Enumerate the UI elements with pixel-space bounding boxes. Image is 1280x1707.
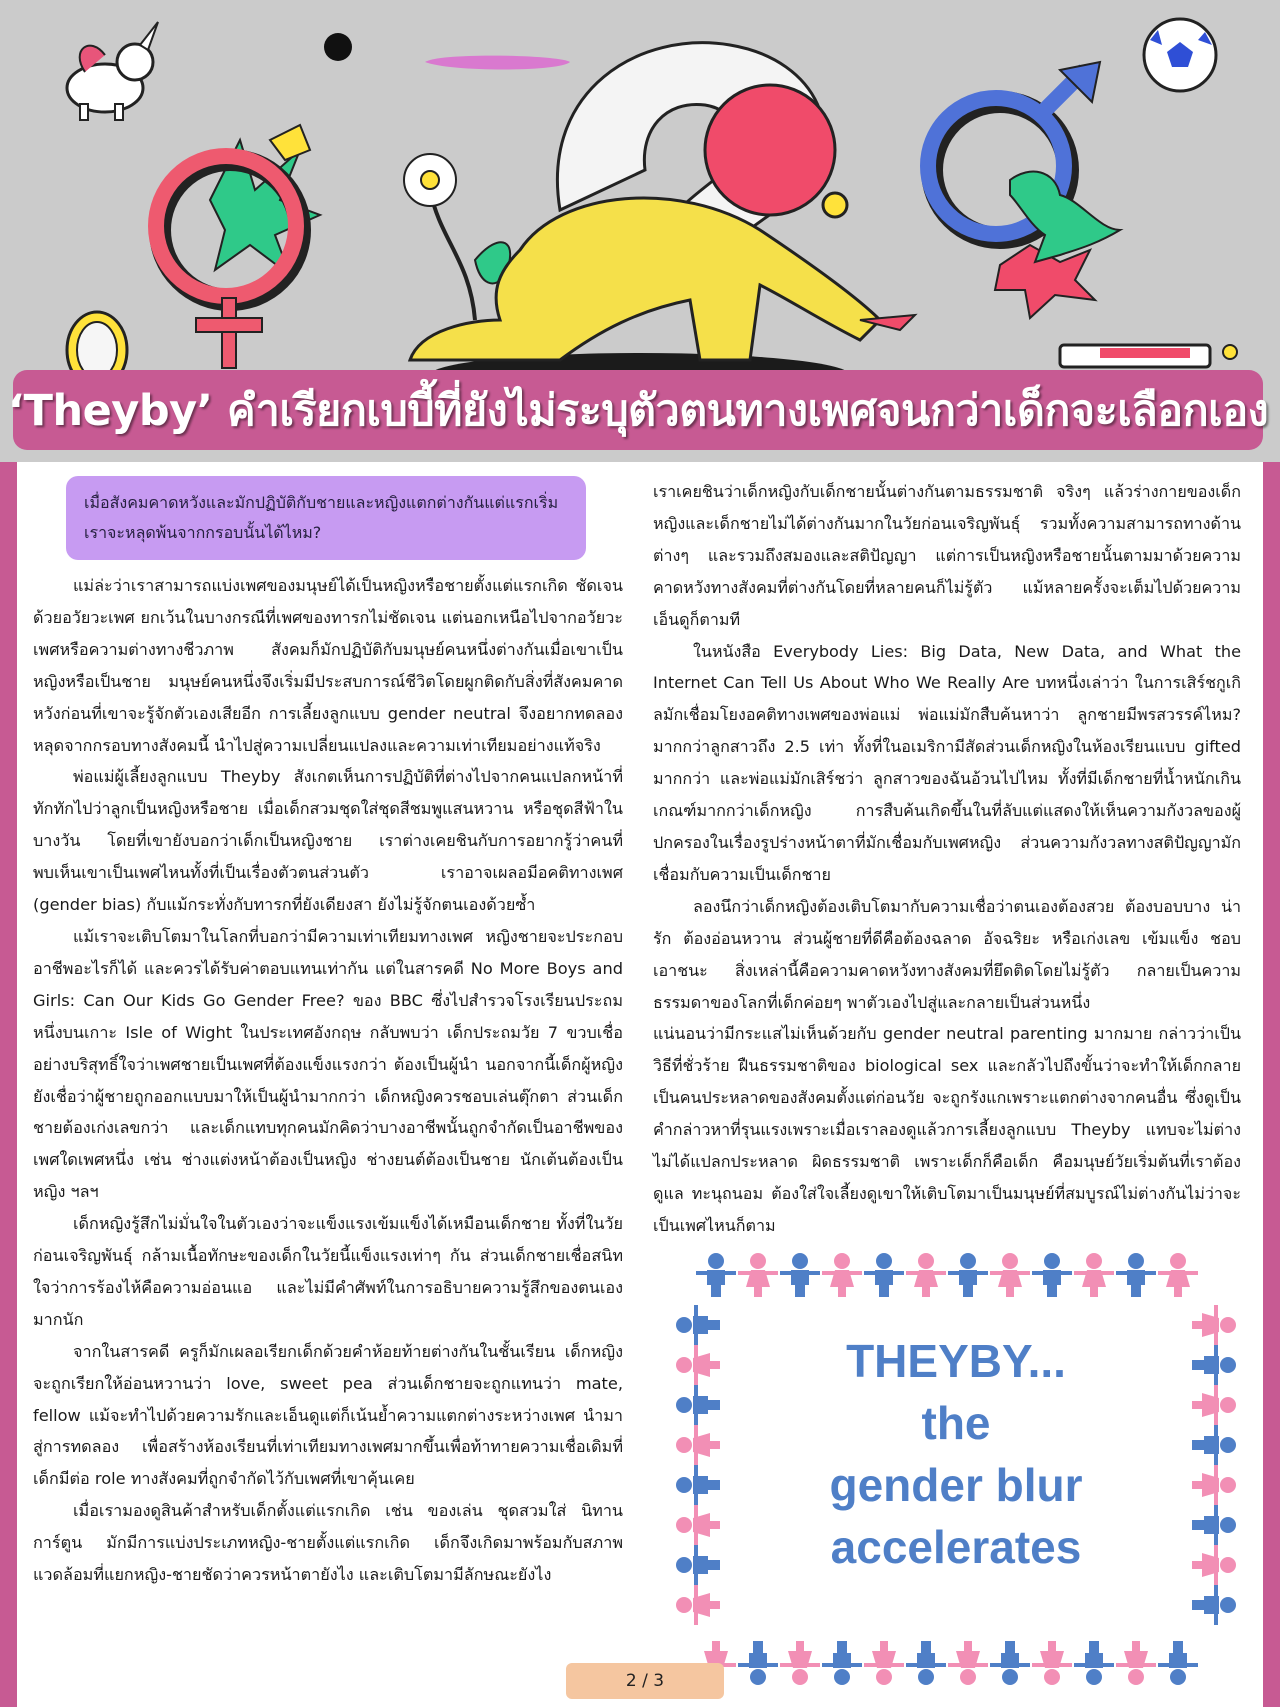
right-column (653, 476, 1241, 1242)
person-figure-icon (1158, 1641, 1198, 1685)
graphic-line: gender blur (829, 1459, 1083, 1511)
graphic-line: THEYBY... (846, 1335, 1066, 1387)
theyby-graphic (676, 1245, 1236, 1695)
person-figure-icon (1116, 1253, 1156, 1297)
person-figure-icon (780, 1641, 820, 1685)
person-figure-icon (822, 1253, 862, 1297)
body-paragraph: จากในสารคดี ครูก็มักเผลอเรียกเด็กด้วยคำห้อยท้ายต่างกันในชั้นเรียน เด็กหญิงจะถูกเรียกให้อ่อนหวานว่า love, sweet pea ส่วนเด็กชายจะถูกแทนว่า mate, fellow แม้จะทำไปด้วยความรักและเอ็นดูแต่ก็เน้นย้ำความแตกต่างระหว่างเพศ นำมาสู่การทดลอง เพื่อสร้างห้องเรียนที่เท่าเทียมทางเพศมากขึ้นเพื่อท้าทายความเชื่อเดิมที่เด็กมีต่อ role ทางสังคมที่ถูกจำกัดไว้กับเพศที่เขาคุ้นเคย (33, 1341, 623, 1489)
person-figure-icon (696, 1253, 736, 1297)
person-figure-icon (948, 1641, 988, 1685)
page-number-badge: 2 / 3 (566, 1663, 724, 1699)
cloud-shape (425, 56, 570, 70)
body-paragraph: แม้เราจะเติบโตมาในโลกที่บอกว่ามีความเท่าเทียมทางเพศ หญิงชายจะประกอบอาชีพอะไรก็ได้ และควรได้รับค่าตอบแทนเท่ากัน แต่ในสารคดี No More Boys and Girls: Can Our Kids Go Gender Free? ของ BBC ซึ่งไปสำรวจโรงเรียนประถมหนึ่งบนเกาะ Isle of Wight ในประเทศอังกฤษ กลับพบว่า เด็กประถมวัย 7 ขวบเชื่ออย่างบริสุทธิ์ใจว่าเพศชายเป็นเพศที่ต้องแข็งแรงกว่า ต้องเป็นผู้นำ นอกจากนี้เด็กผู้หญิงยังเชื่อว่าผู้ชายถูกออกแบบมาให้เป็นผู้นำมากกว่า เด็กหญิงควรชอบเล่นตุ๊กตา ส่วนเด็กชายต้องเก่งเลขกว่า และเด็กแทบทุกคนมักคิดว่าบางอาชีพนั้นถูกจำกัดเป็นอาชีพของเพศใดเพศหนึ่ง เช่น ช่างแต่งหน้าต้องเป็นหญิง ช่างยนต์ต้องเป็นชาย นักเต้นต้องเป็นหญิง ฯลฯ (33, 926, 623, 1202)
person-figure-icon (1158, 1253, 1198, 1297)
person-figure-icon (990, 1253, 1030, 1297)
person-figure-icon (1074, 1253, 1114, 1297)
crawling-baby-icon (410, 85, 915, 397)
toy-gun-icon (1060, 345, 1237, 367)
person-figure-icon (864, 1253, 904, 1297)
person-figure-icon (738, 1253, 778, 1297)
person-figure-icon (676, 1585, 720, 1625)
body-paragraph: ในหนังสือ Everybody Lies: Big Data, New Data, and What the Internet Can Tell Us About Who We Really Are บทหนึ่งเล่าว่า ในการเสิร์ชกูเกิลมักเชื่อมโยงอคติทางเพศของพ่อแม่ พ่อแม่มักสืบค้นหาว่า ลูกชายมีพรสวรรค์ไหม? มากกว่าลูกสาวถึง 2.5 เท่า ทั้งที่ในอเมริกามีสัดส่วนเด็กหญิงในห้องเรียนแบบ gifted มากกว่า และพ่อแม่มักเสิร์ชว่า ลูกสาวของฉันอ้วนไปไหม ทั้งที่มีเด็กชายที่น้ำหนักเกินเกณฑ์มากกว่าเด็กหญิง การสืบค้นเกิดขึ้นในที่ลับแต่แสดงให้เห็นความกังวลของผู้ปกครองในเรื่องรูปร่างหน้าตาที่มักเชื่อมกับเพศหญิง ส่วนความกังวลทางสติปัญญามักเชื่อมกับความเป็นเด็กชาย (653, 641, 1241, 884)
unicorn-icon (67, 22, 158, 120)
body-paragraph: ลองนึกว่าเด็กหญิงต้องเติบโตมากับความเชื่อว่าตนเองต้องสวย ต้องบอบบาง น่ารัก ต้องอ่อนหวาน ส่วนผู้ชายที่ดีคือต้องฉลาด อัจฉริยะ หรือเก่งเลข เข้มแข็ง ชอบเอาชนะ สิ่งเหล่านี้คือความคาดหวังทางสังคมที่ยึดติดโดยไม่รู้ตัว กลายเป็นความธรรมดาของโลกที่เด็กค่อยๆ พาตัวเองไปสู่และกลายเป็นส่วนหนึ่ง (653, 896, 1241, 1012)
body-paragraph: เราเคยชินว่าเด็กหญิงกับเด็กชายนั้นต่างกันตามธรรมชาติ จริงๆ แล้วร่างกายของเด็กหญิงและเด็กชายไม่ได้ต่างกันมากในวัยก่อนเจริญพันธุ์ รวมทั้งความสามารถทางด้านต่างๆ และรวมถึงสมองและสติปัญญา แต่การเป็นหญิงหรือชายนั้นตามมาด้วยความคาดหวังทางสังคมที่ต่างกันโดยที่หลายคนก็ไม่รู้ตัว แม้หลายครั้งจะเต็มไปด้วยความเอ็นดูก็ตามที (653, 482, 1241, 629)
person-figure-icon (738, 1641, 778, 1685)
daisy-flower-icon (404, 154, 510, 320)
hero-illustration (0, 0, 1280, 462)
page-title: ‘Theyby’ คำเรียกเบบี้ที่ยังไม่ระบุตัวตนทางเพศจนกว่าเด็กจะเลือกเอง (7, 386, 1269, 436)
person-figure-icon (1032, 1641, 1072, 1685)
soccer-ball-icon (1144, 19, 1216, 91)
graphic-line: the (921, 1397, 991, 1449)
graphic-line: accelerates (830, 1521, 1082, 1573)
right-page-border (1263, 462, 1280, 1707)
lead-callout: เมื่อสังคมคาดหวังและมักปฏิบัติกับชายและหญิงแตกต่างกันแต่แรกเริ่ม เราจะหลุดพ้นจากกรอบนั้นได้ไหม? (66, 476, 586, 560)
left-page-border (0, 462, 17, 1707)
dot-icon (324, 33, 352, 61)
person-figure-icon (990, 1641, 1030, 1685)
body-paragraph: แม่ล่ะว่าเราสามารถแบ่งเพศของมนุษย์ได้เป็นหญิงหรือชายตั้งแต่แรกเกิด ชัดเจนด้วยอวัยวะเพศ ยกเว้นในบางกรณีที่เพศของทารกไม่ชัดเจน แต่นอกเหนือไปจากอวัยวะเพศหรือความต่างทางชีวภาพ สังคมก็มักปฏิบัติกับมนุษย์คนหนึ่งต่างกันเมื่อเขาเป็นหญิงหรือเป็นชาย มนุษย์คนหนึ่งจึงเริ่มมีประสบการณ์ชีวิตโดยผูกติดกับสิ่งที่สังคมคาดหวังก่อนที่เขาจะรู้จักตัวเองเสียอีก การเลี้ยงลูกแบบ gender neutral จึงอยากทดลองหลุดจากกรอบทางสังคมนี้ นำไปสู่ความเปลี่ยนแปลงและความเท่าเทียมอย่างแท้จริง (33, 576, 623, 755)
person-figure-icon (780, 1253, 820, 1297)
body-paragraph: เมื่อเรามองดูสินค้าสำหรับเด็กตั้งแต่แรกเกิด เช่น ของเล่น ชุดสวมใส่ นิทาน การ์ตูน มักมีการแบ่งประเภทหญิง-ชายตั้งแต่แรกเกิด เด็กจึงเกิดมาพร้อมกับสภาพแวดล้อมที่แยกหญิง-ชายชัดว่าควรหน้าตายังไง และเติบโตมามีลักษณะยังไง (33, 1501, 623, 1585)
body-paragraph: เด็กหญิงรู้สึกไม่มั่นใจในตัวเองว่าจะแข็งแรงเข้มแข็งได้เหมือนเด็กชาย ทั้งที่ในวัยก่อนเจริญพันธุ์ กล้ามเนื้อทักษะของเด็กในวัยนี้แข็งแรงเท่าๆ กัน ส่วนเด็กชายเชื่อสนิทใจว่าการร้องไห้คือความอ่อนแอ และไม่มีคำศัพท์ในการอธิบายความรู้สึกของตนเองมากนัก (33, 1214, 623, 1329)
person-figure-icon (1074, 1641, 1114, 1685)
person-figure-icon (1116, 1641, 1156, 1685)
person-figure-icon (822, 1641, 862, 1685)
graphic-caption (676, 1330, 1236, 1578)
person-figure-icon (864, 1641, 904, 1685)
person-figure-icon (948, 1253, 988, 1297)
body-paragraph: แน่นอนว่ามีกระแสไม่เห็นด้วยกับ gender neutral parenting มากมาย กล่าวว่าเป็นวิธีที่ชั่วร้าย ฝืนธรรมชาติของ biological sex และกลัวไปถึงขั้นว่าจะทำให้เด็กกลายเป็นคนประหลาดของสังคมตั้งแต่ก่อนวัย จะถูกรังแกเพราะแตกต่างจากคนอื่น ซึ่งดูเป็นคำกล่าวหาที่รุนแรงเพราะเมื่อเราลองดูแล้วการเลี้ยงลูกแบบ Theyby แทบจะไม่ต่าง ไม่ได้แปลกประหลาด ผิดธรรมชาติ เพราะเด็กก็คือเด็ก คือมนุษย์วัยเริ่มต้นที่เราต้องดูแล ทะนุถนอม ต้องใส่ใจเลี้ยงดูเขาให้เติบโตมาเป็นมนุษย์ที่สมบูรณ์ไม่ต่างกันไม่ว่าจะเป็นเพศไหนก็ตาม (653, 1024, 1241, 1235)
person-figure-icon (1032, 1253, 1072, 1297)
body-paragraph: พ่อแม่ผู้เลี้ยงลูกแบบ Theyby สังเกตเห็นการปฏิบัติที่ต่างไปจากคนแปลกหน้าที่ทักทักไปว่าลูกเป็นหญิงหรือชาย เมื่อเด็กสวมชุดใส่ชุดสีชมพูแสนหวาน หรือชุดสีฟ้าในบางวัน โดยที่เขายังบอกว่าเด็กเป็นหญิงชาย เราต่างเคยชินกับการอยากรู้ว่าคนที่พบเห็นเขาเป็นเพศไหนทั้งที่เป็นเรื่องตัวตนส่วนตัว เราอาจเผลอมีอคติทางเพศ (gender bias) กับแม้กระทั่งกับทารกที่ยังเดียงสา ยังไม่รู้จักตนเองด้วยซ้ำ (33, 767, 623, 915)
person-figure-icon (906, 1253, 946, 1297)
left-column (33, 476, 623, 1591)
title-banner (7, 370, 1269, 450)
person-figure-icon (1192, 1585, 1236, 1625)
person-figure-icon (906, 1641, 946, 1685)
female-symbol-icon (156, 125, 320, 368)
